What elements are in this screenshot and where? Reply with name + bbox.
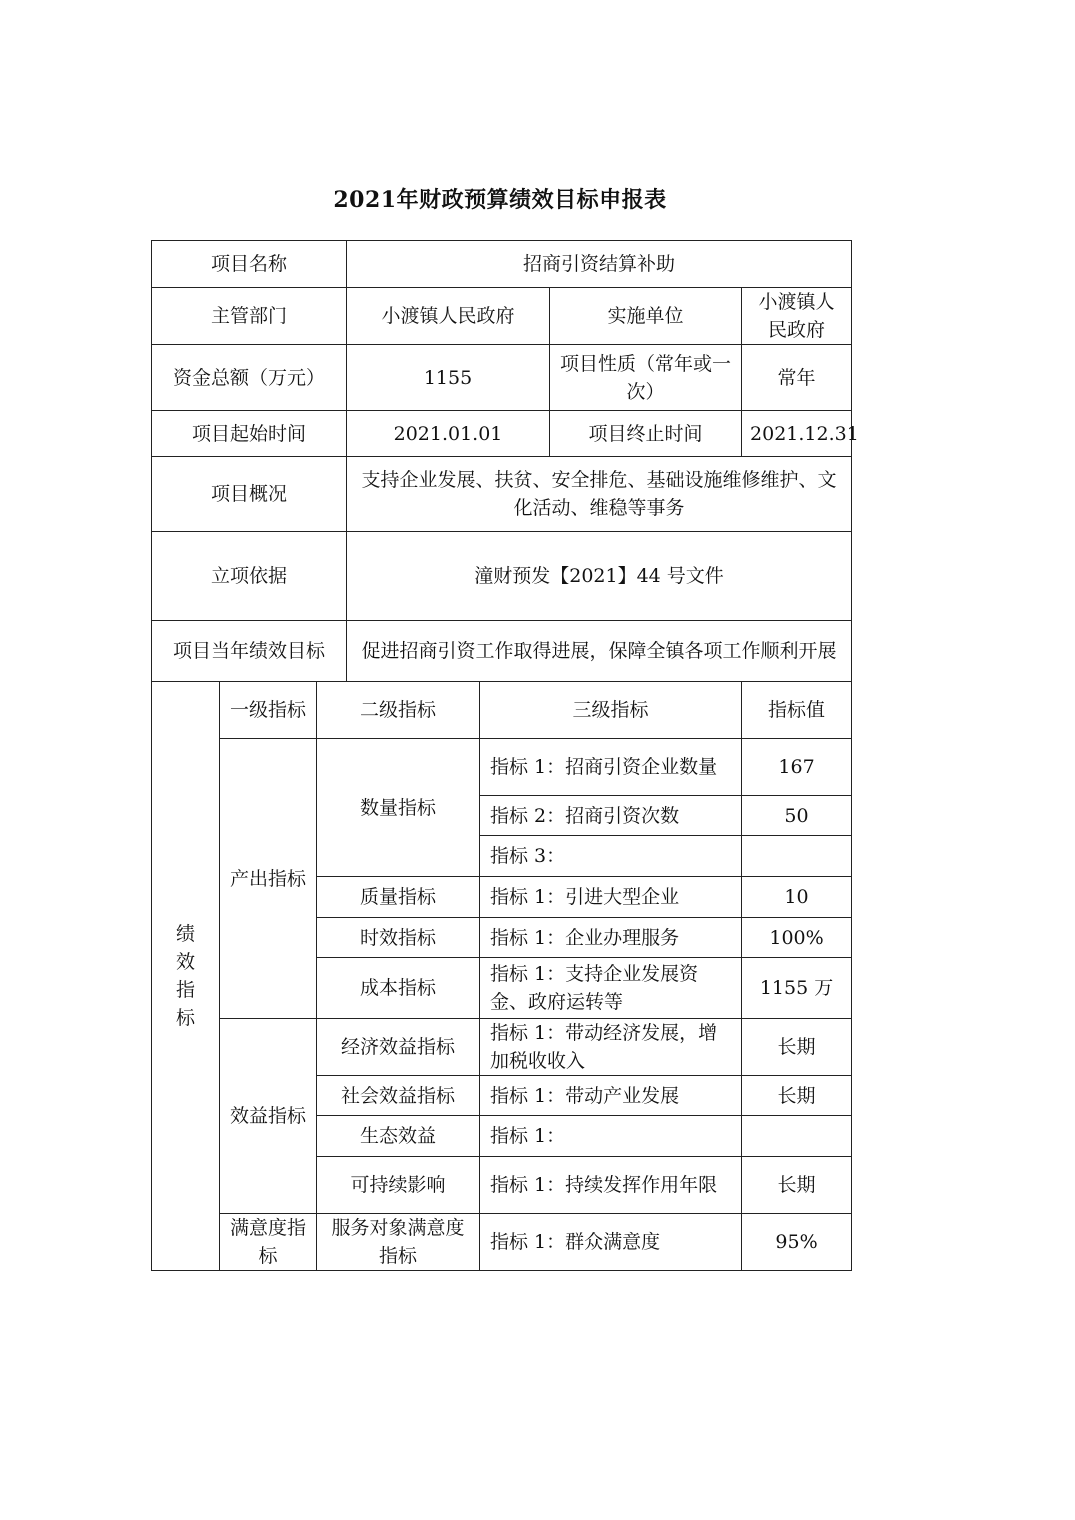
row-indicator-headers <box>152 682 852 739</box>
header-value: 指标值 <box>742 682 852 739</box>
project-name-label: 项目名称 <box>152 241 347 288</box>
row-project-name <box>152 241 852 288</box>
department-value: 小渡镇人民政府 <box>347 288 550 345</box>
social-indicator-1: 指标 1：带动产业发展 <box>480 1076 742 1116</box>
funds-label: 资金总额（万元） <box>152 345 347 411</box>
quality-indicator-1-value: 10 <box>742 877 852 918</box>
service-satisfaction-label: 服务对象满意度指标 <box>317 1214 480 1271</box>
row-funds <box>152 345 852 411</box>
budget-performance-table <box>151 240 859 1271</box>
cost-indicators-label: 成本指标 <box>317 958 480 1019</box>
goal-value: 促进招商引资工作取得进展，保障全镇各项工作顺利开展 <box>347 621 852 682</box>
economic-benefit-label: 经济效益指标 <box>317 1019 480 1076</box>
cost-indicator-1: 指标 1：支持企业发展资金、政府运转等 <box>480 958 742 1019</box>
economic-indicator-1: 指标 1：带动经济发展，增加税收收入 <box>480 1019 742 1076</box>
table-row <box>152 1019 852 1076</box>
nature-label: 项目性质（常年或一次） <box>550 345 742 411</box>
row-basis <box>152 532 852 621</box>
page-title: 2021年财政预算绩效目标申报表 <box>333 187 667 213</box>
ecological-indicator-1-value <box>742 1116 852 1157</box>
ecological-benefit-label: 生态效益 <box>317 1116 480 1157</box>
quantity-indicator-3-value <box>742 836 852 877</box>
sustainability-indicator-1: 指标 1：持续发挥作用年限 <box>480 1157 742 1214</box>
nature-value: 常年 <box>742 345 852 411</box>
performance-indicators-label: 绩效指标 <box>152 682 220 1271</box>
end-value: 2021.12.31 <box>742 411 852 457</box>
ecological-indicator-1: 指标 1： <box>480 1116 742 1157</box>
benefit-indicators-label: 效益指标 <box>220 1019 317 1214</box>
social-indicator-1-value: 长期 <box>742 1076 852 1116</box>
quality-indicators-label: 质量指标 <box>317 877 480 918</box>
satisfaction-indicators-label: 满意度指标 <box>220 1214 317 1271</box>
table-row <box>152 739 852 796</box>
funds-value: 1155 <box>347 345 550 411</box>
header-level1: 一级指标 <box>220 682 317 739</box>
social-benefit-label: 社会效益指标 <box>317 1076 480 1116</box>
row-period <box>152 411 852 457</box>
timeliness-indicator-1-value: 100% <box>742 918 852 958</box>
quantity-indicator-2-value: 50 <box>742 796 852 836</box>
output-indicators-label: 产出指标 <box>220 739 317 1019</box>
row-goal <box>152 621 852 682</box>
basis-value: 潼财预发【2021】44 号文件 <box>347 532 852 621</box>
quantity-indicator-2: 指标 2：招商引资次数 <box>480 796 742 836</box>
basis-label: 立项依据 <box>152 532 347 621</box>
overview-value: 支持企业发展、扶贫、安全排危、基础设施维修维护、文化活动、维稳等事务 <box>347 457 852 532</box>
quantity-indicator-3: 指标 3： <box>480 836 742 877</box>
project-name-value: 招商引资结算补助 <box>347 241 852 288</box>
timeliness-indicator-1: 指标 1：企业办理服务 <box>480 918 742 958</box>
implementer-value: 小渡镇人民政府 <box>742 288 852 345</box>
quantity-indicators-label: 数量指标 <box>317 739 480 877</box>
implementer-label: 实施单位 <box>550 288 742 345</box>
timeliness-indicators-label: 时效指标 <box>317 918 480 958</box>
satisfaction-indicator-1: 指标 1：群众满意度 <box>480 1214 742 1271</box>
goal-label: 项目当年绩效目标 <box>152 621 347 682</box>
start-value: 2021.01.01 <box>347 411 550 457</box>
row-department <box>152 288 852 345</box>
sustainability-label: 可持续影响 <box>317 1157 480 1214</box>
row-overview <box>152 457 852 532</box>
quality-indicator-1: 指标 1：引进大型企业 <box>480 877 742 918</box>
start-label: 项目起始时间 <box>152 411 347 457</box>
cost-indicator-1-value: 1155 万 <box>742 958 852 1019</box>
header-level2: 二级指标 <box>317 682 480 739</box>
header-level3: 三级指标 <box>480 682 742 739</box>
quantity-indicator-1-value: 167 <box>742 739 852 796</box>
table-row <box>152 1214 852 1271</box>
sustainability-indicator-1-value: 长期 <box>742 1157 852 1214</box>
department-label: 主管部门 <box>152 288 347 345</box>
satisfaction-indicator-1-value: 95% <box>742 1214 852 1271</box>
end-label: 项目终止时间 <box>550 411 742 457</box>
overview-label: 项目概况 <box>152 457 347 532</box>
economic-indicator-1-value: 长期 <box>742 1019 852 1076</box>
quantity-indicator-1: 指标 1：招商引资企业数量 <box>480 739 742 796</box>
